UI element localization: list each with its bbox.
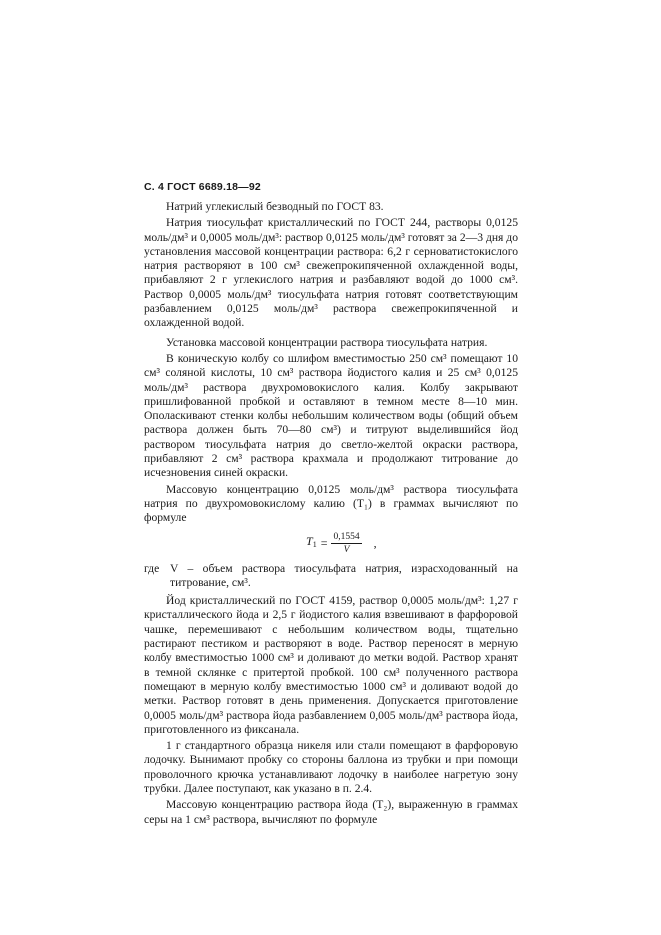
paragraph-sodium-thiosulfate: Натрия тиосульфат кристаллический по ГОСТ 244, растворы 0,0125 моль/дм³ и 0,0005 моль/дм³: раствор 0,0125 моль/дм³ готовят за 2—3 дня до установления массовой концентрации раствора: 6,2 г серноватистокислого натрия растворяют в 100 см³ свежепрокипяченной охлажденной воды, прибавляют 2 г углекислого натрия и разбавляют водой до 1000 см³. Раствор 0,0005 моль/дм³ тиосульфата натрия готовят соответствующим разбавлением 0,0125 моль/дм³ раствора свежепрокипяченной и охлажденной водой. bbox=[144, 216, 518, 330]
paragraph-iodine-solution: Йод кристаллический по ГОСТ 4159, раствор 0,0005 моль/дм³: 1,27 г кристаллического йода и 2,5 г йодистого калия взвешивают в фарфоровой чашке, перемешивают с небольшим количеством воды, тщательно растирают пестиком и растворяют в воде. Раствор переносят в мерную колбу вместимостью 1000 см³ и доливают до метки водой. Раствор хранят в темной склянке с притертой пробкой. 100 см³ полученного раствора помещают в мерную колбу вместимостью 1000 см³ и доливают водой до метки. Раствор готовят в день применения. Допускается приготовление 0,0005 моль/дм³ раствора йода разбавлением 0,005 моль/дм³ раствора йода, приготовленного из фиксанала. bbox=[144, 594, 518, 736]
paragraph-standardization-heading: Установка массовой концентрации раствора тиосульфата натрия. bbox=[166, 335, 488, 349]
paragraph-concentration-t1-intro: Массовую концентрацию 0,0125 моль/дм³ раствора тиосульфата натрия по двухромовокислому калию (T₁) в граммах вычисляют по формуле bbox=[144, 482, 518, 525]
formula-t1-lhs: $T_1$ bbox=[306, 533, 317, 549]
page-header: С. 4 ГОСТ 6689.18—92 bbox=[144, 181, 261, 193]
formula-t1-numerator: 0,1554 bbox=[333, 531, 360, 542]
formula-t1-legend-label: где bbox=[144, 561, 160, 575]
formula-t1-comma: , bbox=[373, 535, 377, 550]
paragraph-sample-boat: 1 г стандартного образца никеля или стали помещают в фарфоровую лодочку. Вынимают пробку со стороны баллона из трубки и при помощи проволочного крючка устанавливают лодочку в наиболее нагретую зону трубки. Далее поступают, как указано в п. 2.4. bbox=[144, 739, 518, 795]
paragraph-concentration-t2-intro: Массовую концентрацию раствора йода (T₂), выраженную в граммах серы на 1 см³ раствора, вычисляют по формуле bbox=[144, 798, 518, 826]
paragraph-titration-procedure: В коническую колбу со шлифом вместимостью 250 см³ помещают 10 см³ соляной кислоты, 10 см³ раствора йодистого калия и 25 см³ 0,0125 моль/дм³ раствора двухромовокислого калия. Колбу закрывают пришлифованной пробкой и оставляют в темном месте 8—10 мин. Ополаскивают стенки колбы небольшим количеством воды (общий объем раствора должен быть 70—80 см³) и титруют выделившийся йод раствором тиосульфата натрия до светло-желтой окраски раствора, прибавляют 2 см³ раствора крахмала и продолжают титрование до исчезновения синей окраски. bbox=[144, 351, 518, 480]
formula-t1-legend-text: V – объем раствора тиосульфата натрия, израсходованный на титрование, см³. bbox=[170, 561, 518, 589]
formula-t1-fraction bbox=[331, 532, 361, 555]
paragraph-sodium-carbonate: Натрий углекислый безводный по ГОСТ 83. bbox=[166, 200, 384, 213]
formula-t1-legend bbox=[144, 562, 518, 591]
formula-t1-equals: = bbox=[320, 535, 328, 550]
formula-t1-denominator: V bbox=[343, 544, 350, 555]
formula-t1 bbox=[306, 532, 377, 555]
formula-t1-block bbox=[144, 528, 518, 562]
document-body bbox=[144, 200, 518, 827]
